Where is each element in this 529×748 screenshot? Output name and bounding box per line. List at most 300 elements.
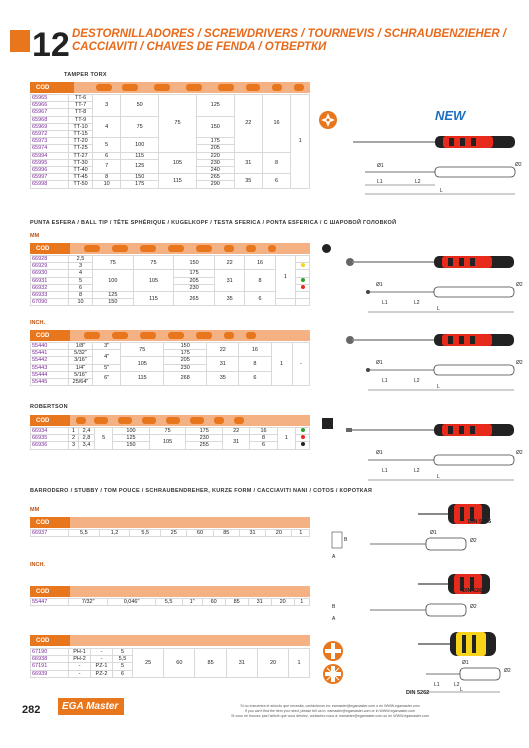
table-row [31,530,310,537]
tip-size: 8 [69,292,93,299]
l-icon [166,417,180,424]
svg-text:L: L [437,384,440,390]
l-icon [168,245,184,252]
d1-icon [196,332,212,339]
tip-size: TT-6 [69,95,93,102]
tip-size: TT-50 [69,181,93,188]
table-cell: 8 [239,357,271,371]
table-cell: - [69,663,91,670]
table-cell: 75 [93,256,134,270]
table-cell: 5,5 [155,599,182,606]
table-cell: 265 [174,292,215,306]
table-row [31,95,310,102]
table-cell: 150 [121,174,159,181]
table-cell: 150 [164,343,207,350]
table-cell: 5 [113,663,133,670]
table-cell: 25 [161,530,187,537]
product-code: 66933 [31,292,69,299]
table-cell: 31 [226,649,257,678]
stubby-mm-table [30,529,310,537]
table-cell: 35 [207,371,239,385]
table-cell: 255 [186,442,223,449]
product-code: 65972 [31,131,69,138]
table-cell: 230 [186,435,223,442]
table-row [31,428,310,435]
table-cell: 175 [121,181,159,188]
table-cell: 240 [196,167,234,174]
table-row [31,371,310,378]
color-dot [296,299,310,306]
section-title-robertson: ROBERTSON [30,404,68,410]
din-label-3: DIN 5262 [406,690,430,696]
product-code: 55444 [31,371,69,378]
stubby-inch-label: INCH. [30,562,45,568]
color-dot [296,277,310,284]
brand-logo: EGA Master [58,698,124,715]
color-dot [296,292,310,299]
table-row [31,343,310,350]
table-cell: 20 [266,530,292,537]
svg-text:L1: L1 [434,682,440,688]
color-icon [268,245,276,252]
product-code: 65967 [31,109,69,116]
tip-size: 1/4" [69,364,93,371]
table-cell: 85 [213,530,239,537]
stubby-inch-table [30,598,310,606]
tip-size: 5 [69,277,93,284]
table-cell: 105 [159,152,197,174]
l1-icon [154,84,170,91]
stubby-flat-screwdriver-image [330,496,520,566]
l2-icon [186,84,202,91]
tip-size-icon [96,84,112,91]
table-cell: 31 [248,599,271,606]
table-cell: 150 [93,299,134,306]
table-cell: - [91,656,113,663]
svg-text:Ø1: Ø1 [376,282,383,288]
inch-label: INCH. [30,320,45,326]
svg-text:L2: L2 [414,468,420,474]
handle-icon [272,84,282,91]
ball-screwdriver-image [342,244,522,320]
tip-size: TT-40 [69,167,93,174]
table-cell: 125 [113,435,150,442]
table-row [31,599,310,606]
table-cell: 5 [93,138,121,152]
product-code: 66931 [31,277,69,284]
d-icon [84,245,100,252]
table-cell: 6 [93,152,121,159]
handle-icon [214,417,224,424]
table-row [31,292,310,299]
table-cell: 75 [121,116,159,138]
table-cell: 8 [93,174,121,181]
table-cell: 230 [174,284,215,291]
table-cell: 4" [93,350,121,364]
table-cell: 265 [196,174,234,181]
table-cell: 5" [93,364,121,371]
l2-icon [142,417,156,424]
d1-icon [196,245,212,252]
table-cell: 115 [121,152,159,159]
table-cell: 50 [121,95,159,117]
l-icon [218,84,234,91]
tip-size: 6 [69,284,93,291]
product-code: 67191 [31,663,69,670]
table-cell: 75 [159,95,197,153]
header-cod: COD [30,415,70,426]
table-cell: 7 [93,159,121,173]
table-cell: 5 [113,649,133,656]
tip-size: 1/8" [69,343,93,350]
table-row [31,357,310,364]
svg-text:Ø1: Ø1 [376,360,383,366]
phillips-pozidriv-tip-icons [320,640,346,686]
d-icon [94,417,108,424]
svg-text:L2: L2 [415,179,421,185]
tip-size: TT-15 [69,131,93,138]
color-dot-icon [301,263,305,267]
product-code: 66937 [31,530,69,537]
table-cell: 268 [164,371,207,385]
svg-text:A: A [332,616,336,622]
table-cell: 5,5 [130,530,161,537]
color-dot-icon [301,285,305,289]
table-cell: 1 [271,343,292,386]
table-cell: 205 [174,277,215,284]
handle-icon [224,245,234,252]
table-cell: 115 [133,292,174,306]
stubby-mm-label: MM [30,507,40,513]
table-cell: 100 [93,270,134,292]
table-cell: 205 [196,145,234,152]
tip-size: 25/64" [69,379,93,386]
table-cell: 150 [196,116,234,138]
table-header-stubby-mm [30,517,310,528]
table-cell: PH-1 [69,649,91,656]
table-cell: 6 [245,292,275,306]
svg-text:Ø2: Ø2 [470,538,477,544]
pack-icon [246,245,256,252]
svg-text:L: L [437,306,440,312]
d-icon [122,84,138,91]
color-dot-icon [301,442,305,446]
l1-icon [112,245,128,252]
robertson-square-tip-icon [322,418,333,429]
svg-text:B: B [344,537,348,543]
table-row [31,649,310,656]
stubby-phillips-screwdriver-image [350,626,525,694]
table-cell: 85 [225,599,248,606]
product-code: 66929 [31,263,69,270]
robertson-table [30,427,310,450]
table-cell: 220 [196,152,234,159]
page-number: 282 [22,704,41,716]
product-code: 65968 [31,116,69,123]
d1-icon [190,417,204,424]
stubby-ph-table [30,648,310,678]
color-dot [296,263,310,270]
table-cell: 7/32" [69,599,108,606]
table-cell: 1 [291,95,310,189]
table-cell: 105 [121,357,164,371]
table-cell: 105 [149,435,186,449]
d1-icon [246,84,260,91]
table-cell: 35 [214,292,244,306]
table-cell: - [69,670,91,677]
table-header-ball-inch [30,330,310,341]
svg-text:Ø2: Ø2 [515,162,522,168]
table-cell: 1 [275,256,295,299]
table-cell: 2,4 [79,428,95,435]
color-dot [296,270,310,277]
table-cell: 115 [121,371,164,385]
table-cell: 16 [245,256,275,270]
table-cell: 290 [196,181,234,188]
tip-size: TT-25 [69,145,93,152]
din-label-2: DIN 5265 [462,588,486,594]
table-cell: 4 [93,116,121,138]
table-cell: 22 [207,343,239,357]
new-badge: NEW [435,108,466,123]
l2-icon [140,245,156,252]
mm-label: MM [30,233,40,239]
svg-text:L1: L1 [382,468,388,474]
table-cell: 125 [196,95,234,117]
tip-size: TT-30 [69,159,93,166]
table-cell: 8 [245,270,275,292]
color-dot [296,256,310,263]
table-cell: 150 [113,442,150,449]
product-code: 65997 [31,174,69,181]
product-code: 65974 [31,145,69,152]
product-code: 66939 [31,670,69,677]
svg-text:A: A [332,554,336,560]
table-cell: - [91,649,113,656]
table-cell: 22 [214,256,244,270]
header-cod: COD [30,243,70,254]
table-cell: 60 [202,599,225,606]
table-cell: 6 [262,174,290,188]
svg-text:Ø1: Ø1 [430,530,437,536]
table-cell: 1 [294,599,309,606]
table-cell: 175 [186,428,223,435]
tip-size: TT-27 [69,152,93,159]
svg-text:Ø2: Ø2 [504,668,511,674]
table-cell: 75 [121,343,164,357]
torx-screwdriver-image [345,122,525,202]
tip-size: 5/32" [69,350,93,357]
pack-icon [234,417,244,424]
product-code: 55445 [31,379,69,386]
product-code: 67090 [31,299,69,306]
header-cod: COD [30,330,70,341]
svg-text:L1: L1 [382,300,388,306]
svg-text:L: L [460,687,463,693]
table-cell: 2,8 [79,435,95,442]
table-cell: 10 [93,181,121,188]
table-cell: 31 [222,435,249,449]
d-icon [84,332,100,339]
l-icon [168,332,184,339]
table-cell: 31 [207,357,239,371]
table-cell: - [292,343,309,386]
svg-text:L2: L2 [414,378,420,384]
table-cell: 85 [195,649,226,678]
tip-size: TT-8 [69,109,93,116]
svg-text:Ø1: Ø1 [377,163,384,169]
svg-text:Ø1: Ø1 [376,450,383,456]
color-dot [296,435,310,442]
table-cell: 22 [222,428,249,435]
table-cell: 105 [133,270,174,292]
color-dot [296,428,310,435]
svg-text:Ø2: Ø2 [516,360,523,366]
product-code: 66936 [31,442,69,449]
table-cell: 31 [214,270,244,292]
color-dot-icon [301,278,305,282]
table-cell: 115 [159,174,197,188]
product-code: 55441 [31,350,69,357]
svg-text:Ø2: Ø2 [470,604,477,610]
table-cell: 1,2 [99,530,130,537]
tip-size: 5/16" [69,371,93,378]
color-dot [296,284,310,291]
table-cell [275,299,295,306]
tip-number: 2 [69,435,79,442]
svg-text:L1: L1 [382,378,388,384]
handle-icon [224,332,234,339]
table-cell: 75 [149,428,186,435]
svg-text:L: L [437,474,440,480]
table-cell: 0,046" [108,599,155,606]
table-cell: 150 [174,256,215,270]
table-cell: 1 [292,530,310,537]
svg-text:L2: L2 [414,300,420,306]
product-code: 55443 [31,364,69,371]
table-cell: 3,4 [79,442,95,449]
header-cod: COD [30,635,70,646]
svg-text:Ø2: Ø2 [516,450,523,456]
header-cod: COD [30,517,70,528]
table-header-ball-mm [30,243,310,254]
product-code: 65969 [31,123,69,130]
table-cell: 230 [164,364,207,371]
product-code: 65966 [31,102,69,109]
table-cell: 1" [182,599,202,606]
table-cell: 8 [250,435,277,442]
table-cell: 3" [93,343,121,350]
tip-size: 2,5 [69,256,93,263]
table-cell: 3 [93,95,121,117]
product-code: 65998 [31,181,69,188]
table-cell: 175 [196,138,234,145]
product-code: 65995 [31,159,69,166]
torx-tip-icon [318,110,338,130]
table-cell: 22 [234,95,262,153]
tip-size: TT-7 [69,102,93,109]
section-tab-marker [10,30,30,52]
table-row [31,435,310,442]
tip-number: 3 [69,442,79,449]
product-code: 55442 [31,357,69,364]
tip-size: 3/16" [69,357,93,364]
product-code: 55440 [31,343,69,350]
svg-text:L1: L1 [377,179,383,185]
pack-icon [294,84,304,91]
table-cell: 5 [95,428,113,450]
table-cell: 175 [164,350,207,357]
table-cell: 205 [164,357,207,364]
table-cell: 6 [113,670,133,677]
tip-size: TT-10 [69,123,93,130]
svg-text:B: B [332,604,336,610]
table-cell: PZ-1 [91,663,113,670]
product-code: 67190 [31,649,69,656]
product-code: 65973 [31,138,69,145]
product-code: 66938 [31,656,69,663]
table-header-robertson [30,415,310,426]
section-title-ball: PUNTA ESFERA / BALL TIP / TÊTE SPHÉRIQUE / KUGELKOPF / TESTA SFERICA / PONTA ESFERICA / С ШАРОВОЙ ГОЛОВКОЙ [30,220,397,226]
table-cell: 125 [121,159,159,173]
table-cell: 1 [289,649,310,678]
ball-mm-table [30,255,310,306]
product-code: 65996 [31,167,69,174]
header-cod: COD [30,586,70,597]
din-label-1: DIN 5265 [468,519,492,525]
l1-icon [112,332,128,339]
table-cell: 31 [239,530,265,537]
table-row [31,152,310,159]
table-cell: 5,5 [69,530,100,537]
ball-inch-screwdriver-image [342,322,522,398]
tip-icon [76,417,86,424]
table-cell: 100 [113,428,150,435]
table-cell: 16 [250,428,277,435]
table-cell: 20 [271,599,294,606]
tip-size: TT-9 [69,116,93,123]
footer-line-2: If you can't find the item you need, please tell us in: eamaster@egamaster.com or in WWW.egamaster.com [244,709,416,713]
table-row [31,174,310,181]
table-cell: 125 [93,292,134,299]
stubby-inch-screwdriver-image [330,566,520,626]
svg-text:L: L [440,188,443,194]
product-code: 66934 [31,428,69,435]
tip-size: 10 [69,299,93,306]
product-code: 66930 [31,270,69,277]
table-cell: 5,5 [113,656,133,663]
l2-icon [140,332,156,339]
footer-line-1: Si no encuentra el artículo que necesita, contáctenos en: eamaster@egamaster.com o en WWW.egamaster.com [240,704,420,708]
table-cell: 31 [234,152,262,174]
table-cell: 175 [174,270,215,277]
chapter-number: 12 [32,26,70,64]
table-cell: 20 [257,649,288,678]
product-code: 66928 [31,256,69,263]
product-code: 66935 [31,435,69,442]
table-cell: 25 [133,649,164,678]
product-code: 65994 [31,152,69,159]
table-cell: 60 [164,649,195,678]
table-cell: 75 [133,256,174,270]
pack-icon [246,332,256,339]
tip-size: 4 [69,270,93,277]
section-title-stubby: BARRODERO / STUBBY / TOM POUCE / SCHRAUBENDREHER, KURZE FORM / CACCIAVITI NANI / COTOS / КОРОТКАЯ [30,488,373,494]
torx-table [30,94,310,189]
color-dot-icon [301,428,305,432]
table-row [31,270,310,277]
table-cell: 16 [262,95,290,153]
